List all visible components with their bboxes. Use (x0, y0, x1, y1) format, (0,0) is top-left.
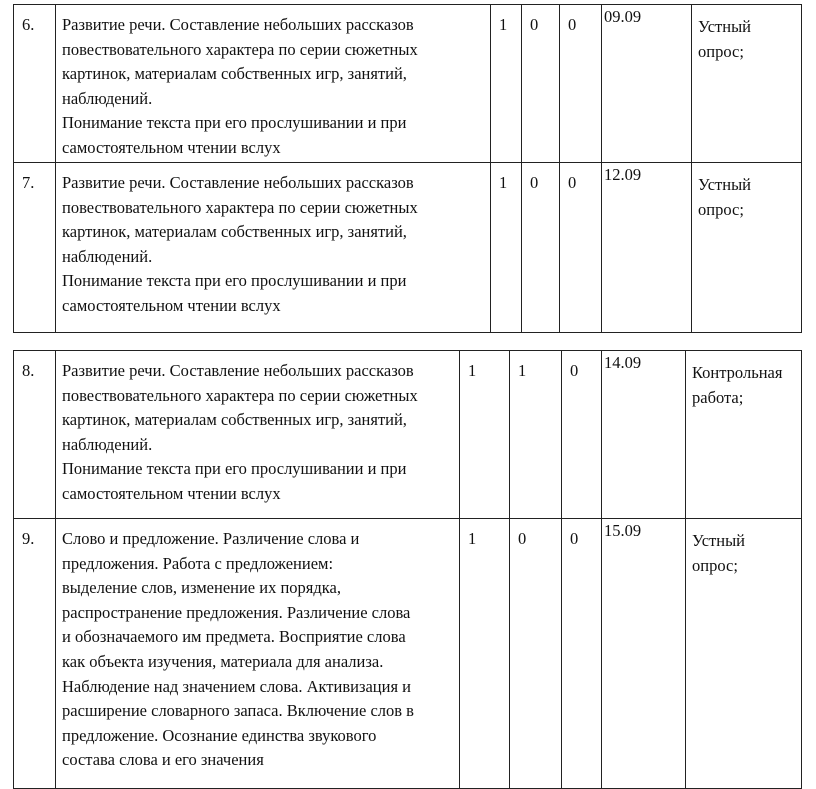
assessment-form (692, 163, 802, 333)
table-row (14, 351, 802, 519)
hours-control: 1 (510, 351, 562, 519)
lesson-date: 14.09 (602, 351, 686, 519)
topic-line: самостоятельном чтении вслух (62, 137, 281, 157)
topic-line: Понимание текста при его прослушивании и при (62, 271, 407, 291)
form-line: опрос; (698, 41, 744, 61)
topic-line: состава слова и его значения (62, 750, 264, 770)
hours-control: 0 (522, 163, 560, 333)
form-line: Устный (692, 531, 745, 550)
topic-line: расширение словарного запаса. Включение слов в (62, 701, 414, 721)
table-row (14, 5, 802, 163)
table-row (14, 163, 802, 333)
topic-line: Развитие речи. Составление небольших рассказов (62, 15, 414, 34)
topic-line: Наблюдение над значением слова. Активизация и (62, 676, 412, 696)
hours-control: 0 (510, 519, 562, 789)
lesson-number: 6. (14, 5, 56, 163)
form-line: Устный (698, 17, 751, 36)
form-line: опрос; (692, 555, 738, 575)
lesson-topic (56, 5, 491, 163)
topic-line: и обозначаемого им предмета. Восприятие слова (62, 627, 406, 647)
hours-practice: 0 (560, 163, 602, 333)
topic-line: распространение предложения. Различение слова (62, 602, 411, 622)
hours-total: 1 (491, 5, 522, 163)
topic-line: Понимание текста при его прослушивании и при (62, 459, 407, 479)
topic-line: самостоятельном чтении вслух (62, 483, 281, 503)
lesson-date: 15.09 (602, 519, 686, 789)
form-line: работа; (692, 387, 744, 407)
lesson-number: 9. (14, 519, 56, 789)
topic-line: картинок, материалам собственных игр, занятий, (62, 64, 407, 84)
topic-line: самостоятельном чтении вслух (62, 295, 281, 315)
topic-line: Слово и предложение. Различение слова и (62, 529, 360, 548)
lesson-topic (56, 163, 491, 333)
form-line: Устный (698, 175, 751, 194)
assessment-form (686, 351, 802, 519)
topic-line: повествовательного характера по серии сюжетных (62, 197, 418, 217)
assessment-form (692, 5, 802, 163)
topic-line: Развитие речи. Составление небольших рассказов (62, 361, 414, 380)
hours-total: 1 (460, 519, 510, 789)
topic-line: выделение слов, изменение их порядка, (62, 578, 341, 598)
topic-line: повествовательного характера по серии сюжетных (62, 385, 418, 405)
topic-line: Понимание текста при его прослушивании и при (62, 113, 407, 133)
topic-line: наблюдений. (62, 246, 153, 266)
topic-line: наблюдений. (62, 88, 153, 108)
lesson-table-2 (13, 350, 802, 789)
lesson-topic (56, 351, 460, 519)
topic-line: картинок, материалам собственных игр, занятий, (62, 410, 407, 430)
lesson-date: 12.09 (602, 163, 692, 333)
table-row (14, 519, 802, 789)
lesson-topic (56, 519, 460, 789)
topic-line: Развитие речи. Составление небольших рассказов (62, 173, 414, 192)
topic-line: предложение. Осознание единства звукового (62, 725, 377, 745)
topic-line: предложения. Работа с предложением: (62, 553, 334, 573)
assessment-form (686, 519, 802, 789)
hours-practice: 0 (562, 351, 602, 519)
hours-practice: 0 (560, 5, 602, 163)
lesson-number: 8. (14, 351, 56, 519)
hours-practice: 0 (562, 519, 602, 789)
topic-line: картинок, материалам собственных игр, занятий, (62, 222, 407, 242)
hours-total: 1 (491, 163, 522, 333)
lesson-date: 09.09 (602, 5, 692, 163)
hours-total: 1 (460, 351, 510, 519)
lesson-number: 7. (14, 163, 56, 333)
topic-line: как объекта изучения, материала для анализа. (62, 651, 384, 671)
form-line: Контрольная (692, 363, 783, 382)
topic-line: наблюдений. (62, 434, 153, 454)
hours-control: 0 (522, 5, 560, 163)
topic-line: повествовательного характера по серии сюжетных (62, 39, 418, 59)
lesson-table-1 (13, 4, 802, 333)
form-line: опрос; (698, 199, 744, 219)
